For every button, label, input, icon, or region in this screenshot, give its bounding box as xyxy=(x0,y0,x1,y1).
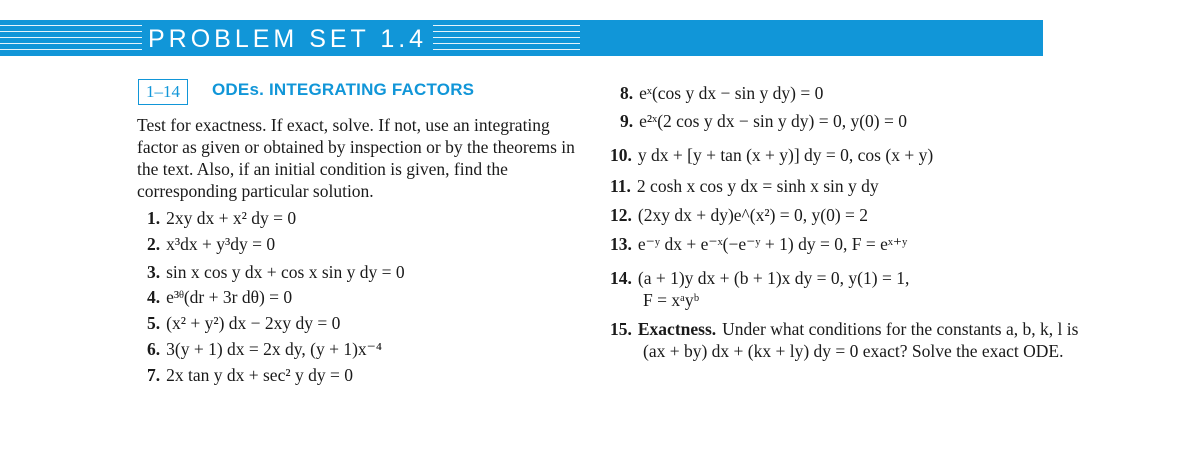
instructions-text: Test for exactness. If exact, solve. If not, use an integrating factor as given or obtained by inspection or by the theorems in the text. Also, if an initial condition is given, find the corresponding particular solution. xyxy=(137,115,575,201)
problem-8: 8. eˣ(cos y dx − sin y dy) = 0 xyxy=(620,83,824,103)
problem-13: 13. e⁻ʸ dx + e⁻ˣ(−e⁻ʸ + 1) dy = 0, F = eˣ⁺ʸ xyxy=(610,234,908,254)
problem-12: 12. (2xy dx + dy)e^(x²) = 0, y(0) = 2 xyxy=(610,205,869,225)
problem-5: 5. (x² + y²) dx − 2xy dy = 0 xyxy=(147,313,341,333)
section-title: ODEs. INTEGRATING FACTORS xyxy=(212,80,475,99)
problem-1: 1. 2xy dx + x² dy = 0 xyxy=(147,208,297,228)
problem-9: 9. e²ˣ(2 cos y dx − sin y dy) = 0, y(0) = 0 xyxy=(620,111,907,131)
problem-3: 3. sin x cos y dx + cos x sin y dy = 0 xyxy=(147,262,405,282)
problem-14-factor: F = xᵃyᵇ xyxy=(643,290,700,310)
problem-range-box: 1–14 xyxy=(138,79,188,105)
problem-10: 10. y dx + [y + tan (x + y)] dy = 0, cos (x + y) xyxy=(610,145,934,165)
problem-15: 15. Exactness. Under what conditions for the constants a, b, k, l is (ax + by) dx + (kx + ly) dy = 0 exact? Solve the exact ODE. xyxy=(610,319,1079,361)
problem-7: 7. 2x tan y dx + sec² y dy = 0 xyxy=(147,365,353,385)
problem-4: 4. e³ᶿ(dr + 3r dθ) = 0 xyxy=(147,287,293,307)
problem-6: 6. 3(y + 1) dx = 2x dy, (y + 1)x⁻⁴ xyxy=(147,339,382,359)
problem-set-title: PROBLEM SET 1.4 xyxy=(142,20,433,56)
problem-11: 11. 2 cosh x cos y dx = sinh x sin y dy xyxy=(610,176,879,196)
problem-14: 14. (a + 1)y dx + (b + 1)x dy = 0, y(1) = 1, xyxy=(610,268,910,288)
problem-2: 2. x³dx + y³dy = 0 xyxy=(147,234,276,254)
